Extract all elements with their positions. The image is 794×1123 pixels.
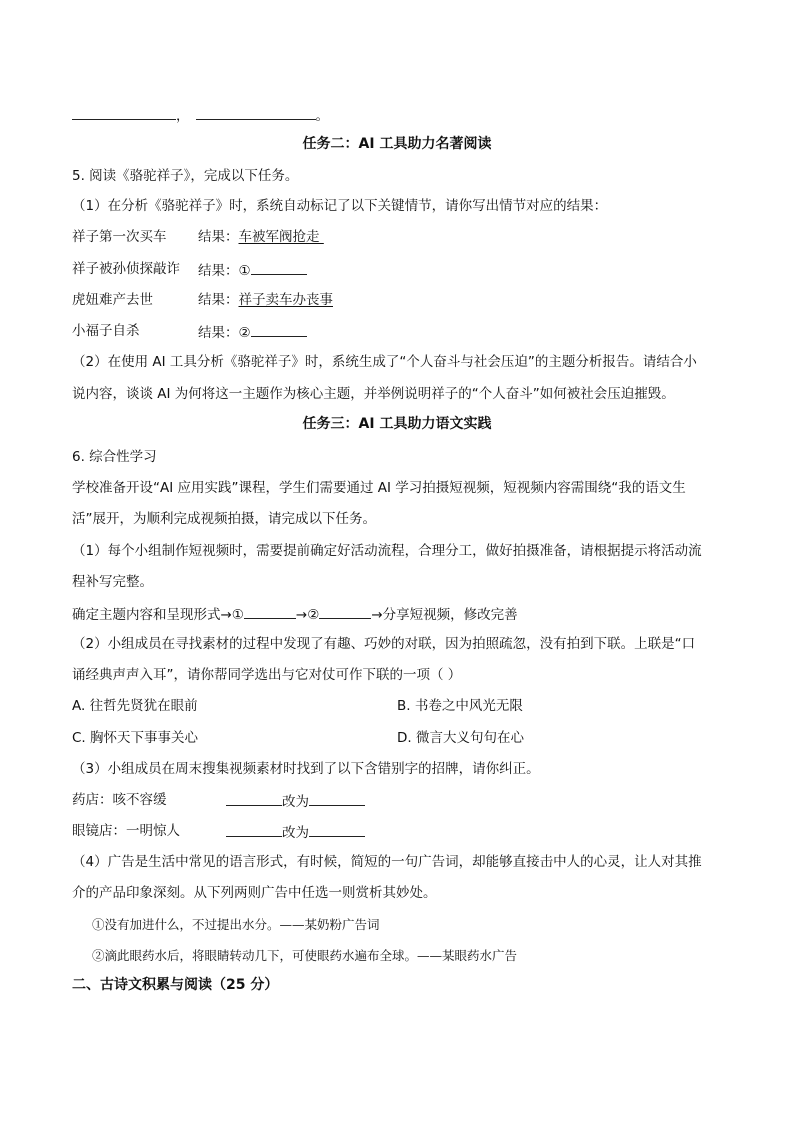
plot-event: 虎妞难产去世 <box>72 292 153 308</box>
period: 。 <box>315 108 329 124</box>
section2-title: 二、古诗文积累与阅读（25 分） <box>72 977 279 993</box>
option-c[interactable]: C. 胸怀天下事事关心 <box>72 730 199 746</box>
top-answer-line <box>72 105 329 125</box>
plot-event: 祥子第一次买车 <box>72 229 167 245</box>
result-text: ② <box>238 325 251 341</box>
q5-part2-line1: （2）在使用 AI 工具分析《骆驼祥子》时，系统生成了“个人奋斗与社会压迫”的主题分析报告。请结合小 <box>72 354 697 370</box>
answer-blank[interactable] <box>251 260 307 275</box>
activity-flow <box>72 604 518 624</box>
option-b[interactable]: B. 书卷之中风光无限 <box>397 698 523 714</box>
flow-step2: →② <box>295 607 320 623</box>
answer-blank[interactable] <box>72 105 176 120</box>
task2-title: 任务二：AI 工具助力名著阅读 <box>302 136 492 152</box>
answer-blank[interactable] <box>251 322 307 337</box>
plot-event: 小福子自杀 <box>72 323 140 339</box>
answer-blank[interactable] <box>309 791 365 806</box>
result-label: 结果： <box>198 229 239 245</box>
q6-intro-line1: 学校准备开设“AI 应用实践”课程，学生们需要通过 AI 学习拍摄短视频，短视频内容需围绕“我的语文生 <box>72 480 686 496</box>
flow-end: →分享短视频，修改完善 <box>371 607 518 623</box>
answer-blank[interactable] <box>319 604 371 619</box>
change-label: 改为 <box>282 794 309 810</box>
result-label: 结果： <box>198 292 239 308</box>
result-label: 结果： <box>198 325 239 341</box>
flow-start: 确定主题内容和呈现形式→① <box>72 607 244 623</box>
ad-2: ②滴此眼药水后，将眼睛转动几下，可使眼药水遍布全球。——某眼药水广告 <box>92 948 518 963</box>
option-d[interactable]: D. 微言大义句句在心 <box>397 730 524 746</box>
answer-blank[interactable] <box>226 791 282 806</box>
sign-row <box>72 791 309 810</box>
q6-part3: （3）小组成员在周末搜集视频素材时找到了以下含错别字的招牌，请你纠正。 <box>72 761 540 777</box>
q5-part1: （1）在分析《骆驼祥子》时，系统自动标记了以下关键情节，请你写出情节对应的结果： <box>72 198 608 214</box>
sign-row <box>72 822 309 841</box>
result-label: 结果： <box>198 263 239 279</box>
plot-row <box>72 322 251 341</box>
plot-row <box>72 260 251 279</box>
question-5: 5. 阅读《骆驼祥子》，完成以下任务。 <box>72 168 299 184</box>
result-text: 车被军阀抢走 <box>238 229 320 245</box>
option-a[interactable]: A. 往哲先贤犹在眼前 <box>72 698 198 714</box>
q6-part4-line1: （4）广告是生活中常见的语言形式，有时候，简短的一句广告词，却能够直接击中人的心灵，让人对其推 <box>72 854 702 870</box>
plot-row <box>72 228 320 246</box>
sign-text: 药店：咳不容缓 <box>72 792 167 808</box>
result-text: ① <box>238 263 251 279</box>
q6-part1-line2: 程补写完整。 <box>72 574 153 590</box>
answer-blank[interactable] <box>196 105 316 120</box>
sign-text: 眼镜店：一明惊人 <box>72 823 180 839</box>
q5-part2-line2: 说内容，谈谈 AI 为何将这一主题作为核心主题，并举例说明祥子的“个人奋斗”如何被社会压迫摧毁。 <box>72 386 675 402</box>
plot-event: 祥子被孙侦探敲诈 <box>72 261 180 277</box>
answer-blank[interactable] <box>226 822 282 837</box>
q6-intro-line2: 活”展开，为顺利完成视频拍摄，请完成以下任务。 <box>72 511 376 527</box>
q6-part2-line2: 诵经典声声入耳”，请你帮同学选出与它对仗可作下联的一项（ ） <box>72 667 462 683</box>
change-label: 改为 <box>282 825 309 841</box>
q6-part4-line2: 介的产品印象深刻。从下列两则广告中任选一则赏析其妙处。 <box>72 885 437 901</box>
answer-blank[interactable] <box>244 604 296 619</box>
answer-blank[interactable] <box>309 822 365 837</box>
comma: ， <box>176 108 190 124</box>
ad-1: ①没有加进什么，不过提出水分。——某奶粉广告词 <box>92 917 380 932</box>
result-text: 祥子卖车办丧事 <box>238 292 333 308</box>
q6-part2-line1: （2）小组成员在寻找素材的过程中发现了有趣、巧妙的对联，因为拍照疏忽，没有拍到下联。上联是“口 <box>72 636 696 652</box>
q6-part1-line1: （1）每个小组制作短视频时，需要提前确定好活动流程，合理分工，做好拍摄准备，请根据提示将活动流 <box>72 543 702 559</box>
question-6: 6. 综合性学习 <box>72 449 157 465</box>
plot-row <box>72 291 333 309</box>
task3-title: 任务三：AI 工具助力语文实践 <box>302 416 492 432</box>
